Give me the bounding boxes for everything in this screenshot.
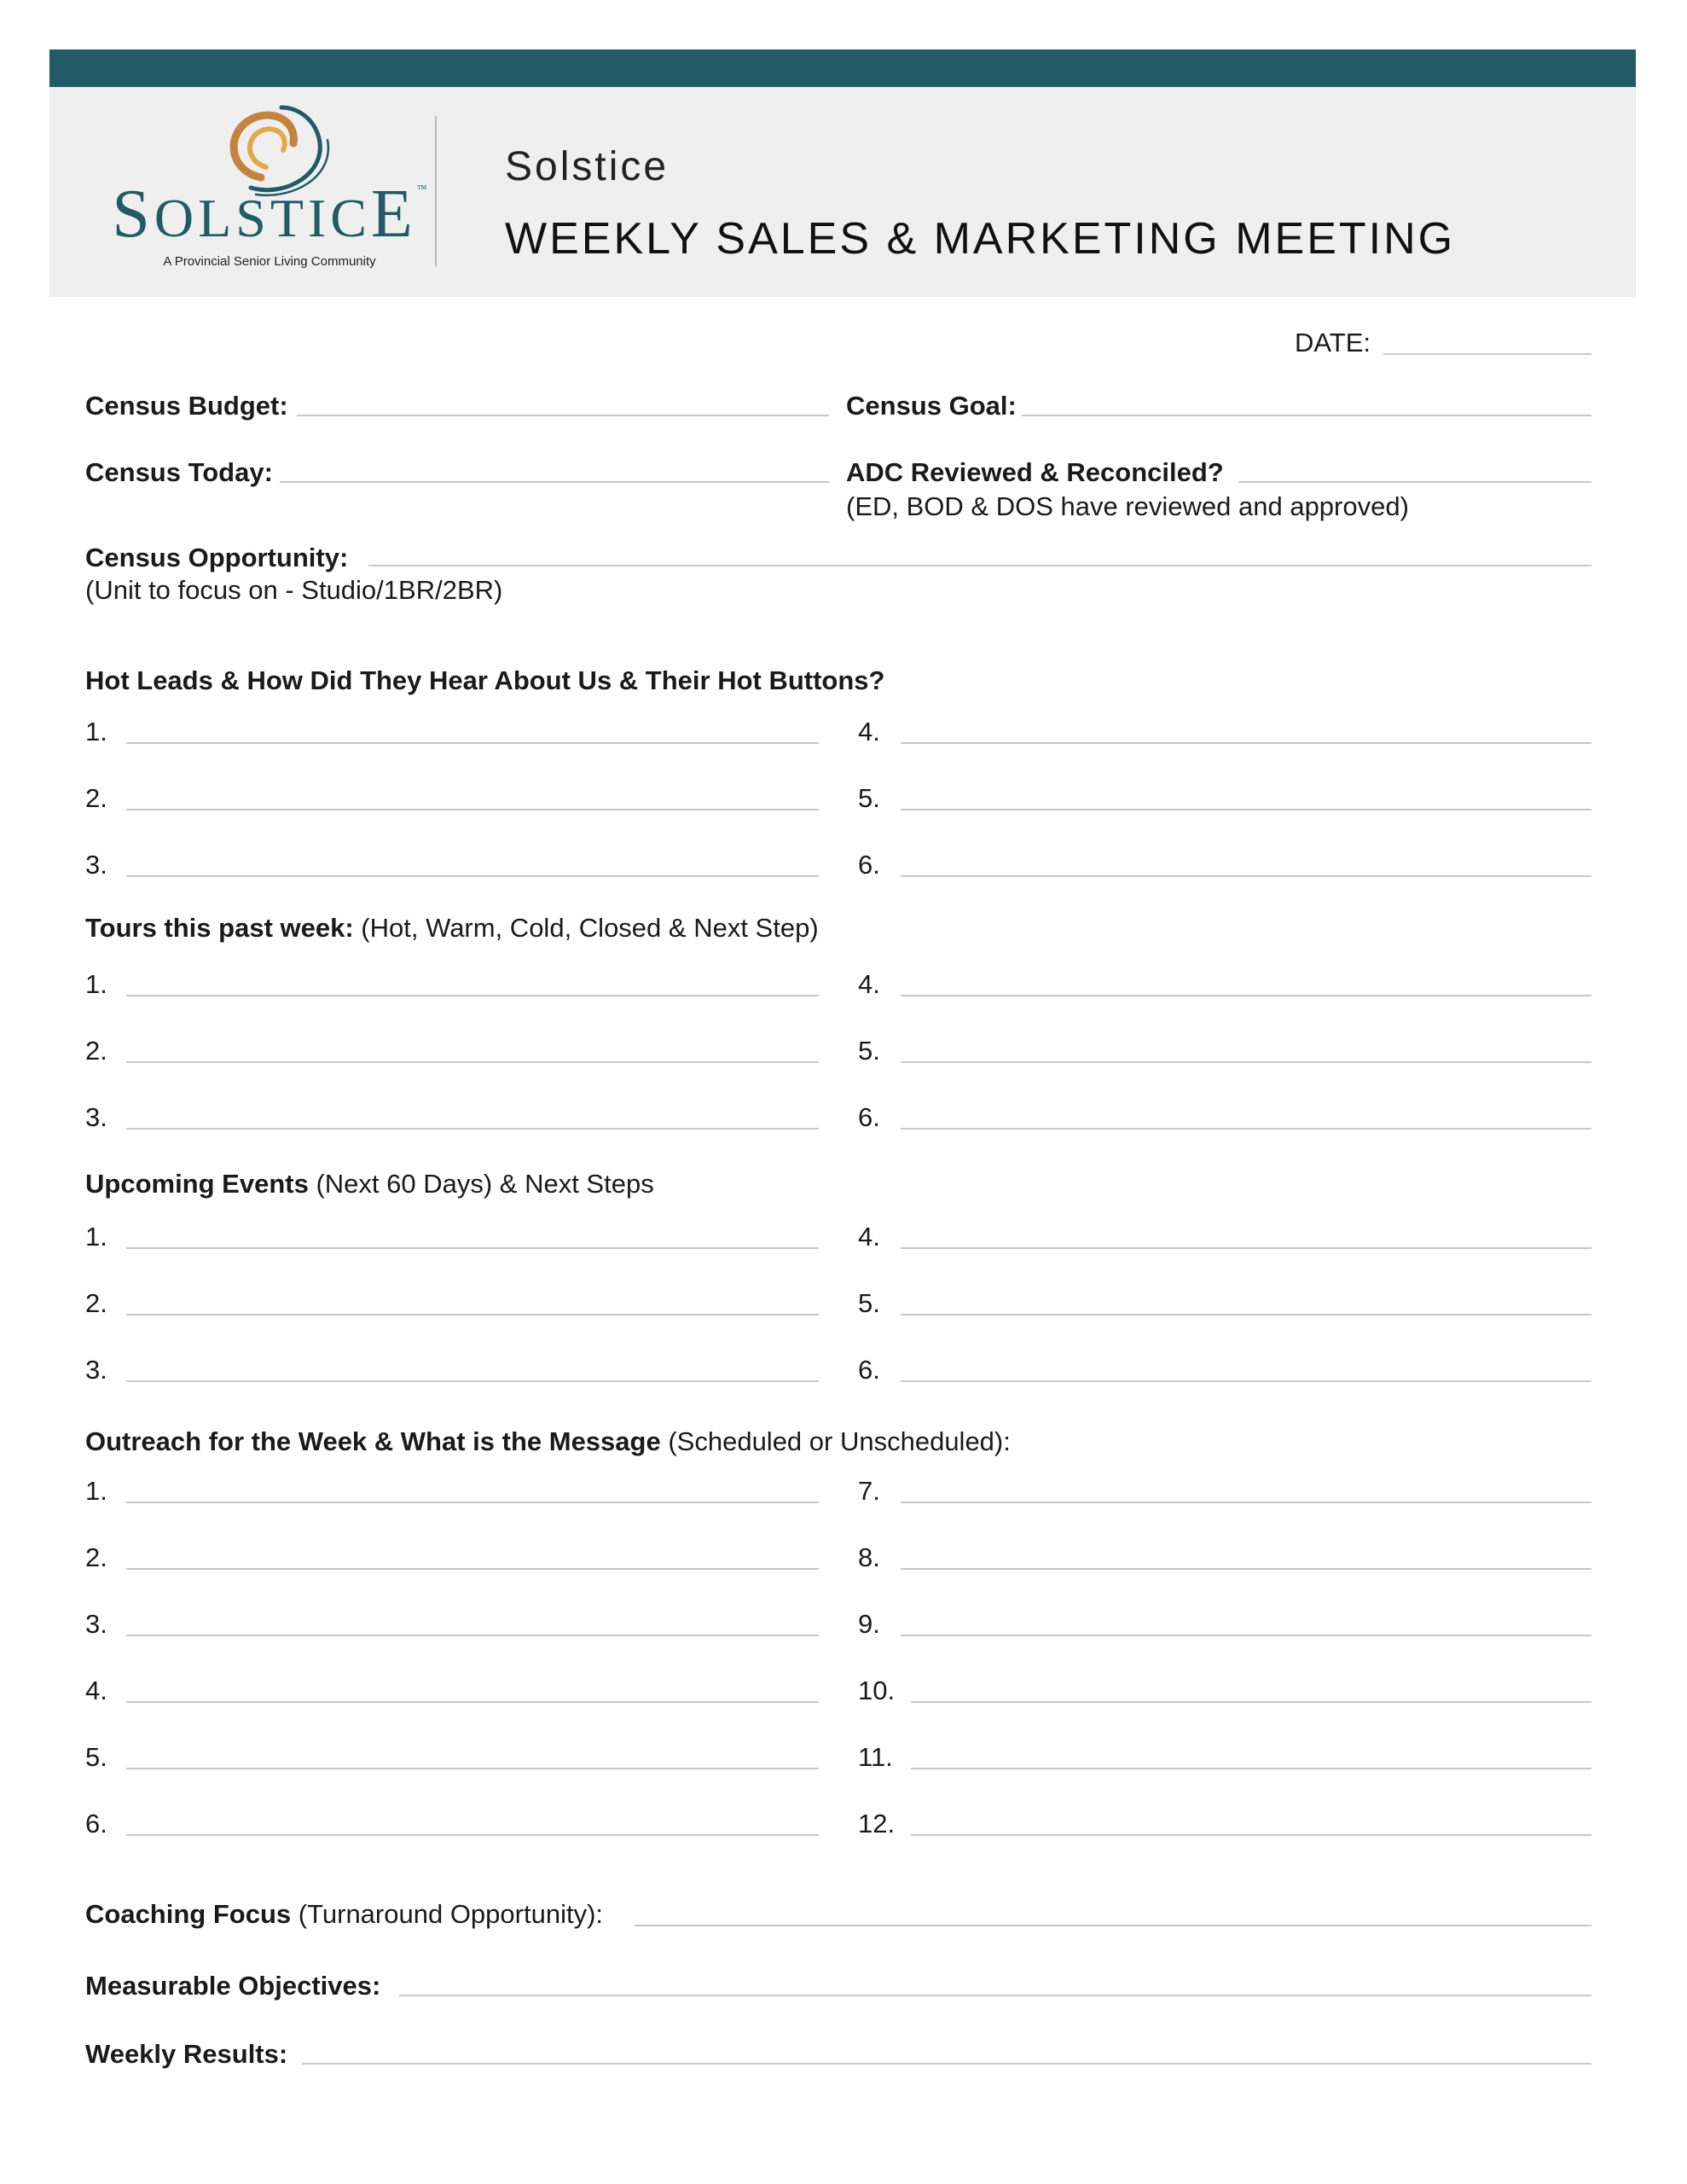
tours-title xyxy=(85,913,819,944)
outreach-item-number: 7. xyxy=(858,1476,880,1506)
hot-leads-entry-line[interactable] xyxy=(126,875,819,877)
events-title-bold: Upcoming Events xyxy=(85,1169,309,1199)
outreach-item-number: 3. xyxy=(85,1609,107,1639)
outreach-item-number: 2. xyxy=(85,1542,107,1572)
tours-entry-line[interactable] xyxy=(901,1128,1591,1130)
community-name: Solstice xyxy=(505,144,670,189)
outreach-entry-line[interactable] xyxy=(911,1834,1591,1836)
hot-leads-item-number: 1. xyxy=(85,717,107,746)
tours-item-number: 6. xyxy=(858,1102,880,1132)
outreach-item-number: 9. xyxy=(858,1609,880,1639)
events-item-number: 3. xyxy=(85,1355,107,1385)
events-entry-line[interactable] xyxy=(126,1247,819,1249)
adc-reviewed-label: ADC Reviewed & Reconciled? xyxy=(846,457,1224,487)
tours-entry-line[interactable] xyxy=(901,995,1591,996)
events-title xyxy=(85,1169,654,1199)
hot-leads-entry-line[interactable] xyxy=(901,875,1591,877)
tours-entry-line[interactable] xyxy=(901,1061,1591,1063)
outreach-item-number: 1. xyxy=(85,1476,107,1506)
outreach-item-number: 5. xyxy=(85,1742,107,1772)
outreach-entry-line[interactable] xyxy=(901,1635,1591,1636)
outreach-item-number: 11. xyxy=(858,1742,893,1772)
events-entry-line[interactable] xyxy=(901,1380,1591,1382)
outreach-entry-line[interactable] xyxy=(911,1768,1591,1769)
events-item-number: 6. xyxy=(858,1355,880,1385)
outreach-entry-line[interactable] xyxy=(126,1502,819,1503)
outreach-title xyxy=(85,1426,1011,1457)
coaching-focus-field[interactable] xyxy=(635,1925,1591,1926)
outreach-entry-line[interactable] xyxy=(901,1568,1591,1570)
page-title: WEEKLY SALES & MARKETING MEETING xyxy=(505,214,1456,264)
coaching-focus-title xyxy=(85,1899,603,1930)
census-today-label: Census Today: xyxy=(85,457,273,487)
outreach-item-number: 10. xyxy=(858,1676,896,1705)
coaching-focus-rest: (Turnaround Opportunity): xyxy=(298,1899,604,1929)
measurable-objectives-label: Measurable Objectives: xyxy=(85,1971,381,2001)
census-opportunity-label: Census Opportunity: xyxy=(85,543,349,572)
events-item-number: 4. xyxy=(858,1222,880,1252)
events-title-rest: (Next 60 Days) & Next Steps xyxy=(316,1169,654,1199)
adc-reviewed-field[interactable] xyxy=(1238,481,1591,483)
census-opportunity-note: (Unit to focus on - Studio/1BR/2BR) xyxy=(85,575,503,605)
hot-leads-item-number: 5. xyxy=(858,783,880,813)
hot-leads-item-number: 3. xyxy=(85,850,107,880)
hot-leads-entry-line[interactable] xyxy=(126,809,819,810)
events-entry-line[interactable] xyxy=(901,1247,1591,1249)
hot-leads-entry-line[interactable] xyxy=(901,809,1591,810)
hot-leads-entry-line[interactable] xyxy=(126,742,819,744)
outreach-item-number: 12. xyxy=(858,1809,896,1838)
outreach-item-number: 6. xyxy=(85,1809,107,1838)
header-accent-bar xyxy=(49,49,1636,87)
weekly-results-label: Weekly Results: xyxy=(85,2039,288,2069)
outreach-item-number: 8. xyxy=(858,1542,880,1572)
outreach-title-bold: Outreach for the Week & What is the Message xyxy=(85,1426,661,1456)
census-budget-label: Census Budget: xyxy=(85,391,288,421)
date-field[interactable] xyxy=(1383,353,1591,355)
outreach-entry-line[interactable] xyxy=(126,1834,819,1836)
page-header xyxy=(49,87,1636,297)
adc-reviewed-note: (ED, BOD & DOS have reviewed and approved) xyxy=(846,491,1409,521)
events-entry-line[interactable] xyxy=(126,1380,819,1382)
tours-entry-line[interactable] xyxy=(126,1061,819,1063)
measurable-objectives-field[interactable] xyxy=(399,1995,1591,1996)
census-opportunity-field[interactable] xyxy=(368,565,1591,566)
census-today-field[interactable] xyxy=(280,481,829,483)
logo-tagline: A Provincial Senior Living Community xyxy=(163,254,376,269)
outreach-entry-line[interactable] xyxy=(911,1701,1591,1703)
outreach-entry-line[interactable] xyxy=(126,1768,819,1769)
tours-item-number: 4. xyxy=(858,969,880,999)
tours-item-number: 2. xyxy=(85,1036,107,1066)
outreach-entry-line[interactable] xyxy=(126,1635,819,1636)
tours-title-rest: (Hot, Warm, Cold, Closed & Next Step) xyxy=(361,913,819,943)
outreach-entry-line[interactable] xyxy=(126,1568,819,1570)
hot-leads-title: Hot Leads & How Did They Hear About Us & Their Hot Buttons? xyxy=(85,665,885,695)
weekly-results-field[interactable] xyxy=(302,2063,1591,2065)
events-item-number: 5. xyxy=(858,1288,880,1318)
tours-entry-line[interactable] xyxy=(126,1128,819,1130)
outreach-item-number: 4. xyxy=(85,1676,107,1705)
logo-wordmark: SOLSTICE™ xyxy=(112,177,427,252)
events-entry-line[interactable] xyxy=(126,1314,819,1316)
header-divider xyxy=(435,116,437,266)
events-item-number: 2. xyxy=(85,1288,107,1318)
tours-item-number: 3. xyxy=(85,1102,107,1132)
tours-item-number: 5. xyxy=(858,1036,880,1066)
tours-entry-line[interactable] xyxy=(126,995,819,996)
date-label: DATE: xyxy=(1295,328,1371,357)
outreach-entry-line[interactable] xyxy=(901,1502,1591,1503)
tours-item-number: 1. xyxy=(85,969,107,999)
census-goal-label: Census Goal: xyxy=(846,391,1017,421)
census-goal-field[interactable] xyxy=(1022,415,1591,416)
events-item-number: 1. xyxy=(85,1222,107,1252)
coaching-focus-bold: Coaching Focus xyxy=(85,1899,292,1929)
events-entry-line[interactable] xyxy=(901,1314,1591,1316)
outreach-entry-line[interactable] xyxy=(126,1701,819,1703)
tours-title-bold: Tours this past week: xyxy=(85,913,354,943)
hot-leads-item-number: 2. xyxy=(85,783,107,813)
hot-leads-item-number: 6. xyxy=(858,850,880,880)
census-budget-field[interactable] xyxy=(297,415,829,416)
hot-leads-entry-line[interactable] xyxy=(901,742,1591,744)
outreach-title-rest: (Scheduled or Unscheduled): xyxy=(668,1426,1011,1456)
hot-leads-item-number: 4. xyxy=(858,717,880,746)
